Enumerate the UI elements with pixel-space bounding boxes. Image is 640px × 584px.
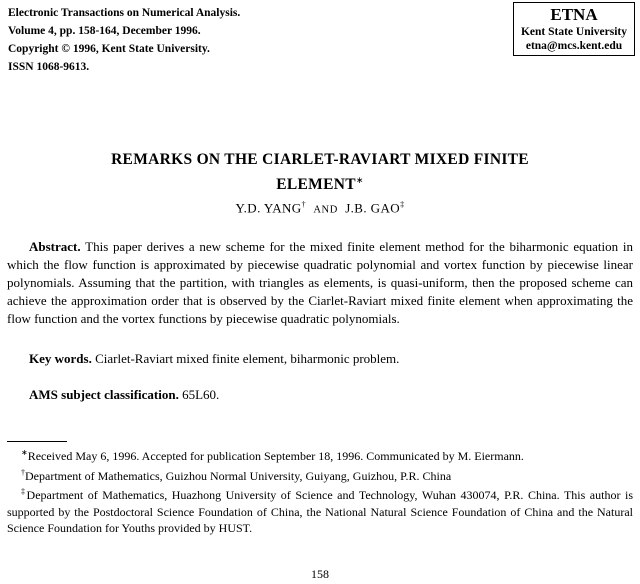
footnote-affiliation-2 bbox=[7, 484, 633, 537]
journal-issn: ISSN 1068-9613. bbox=[8, 61, 90, 73]
author-1: Y.D. YANG bbox=[235, 200, 302, 216]
footnote-mark: ∗ bbox=[21, 448, 28, 457]
authors bbox=[0, 200, 640, 216]
paper-title bbox=[40, 150, 600, 195]
footnote-mark: ‡ bbox=[21, 487, 27, 496]
journal-copyright: Copyright © 1996, Kent State University. bbox=[8, 43, 210, 55]
author-2: J.B. GAO bbox=[345, 200, 401, 216]
author-2-mark[interactable]: ‡ bbox=[400, 200, 405, 209]
paper-title-line1: REMARKS ON THE CIARLET-RAVIART MIXED FINITE bbox=[111, 151, 529, 168]
etna-box bbox=[513, 2, 635, 56]
keywords bbox=[29, 351, 399, 367]
ams-classification bbox=[29, 387, 219, 403]
footnote-mark: † bbox=[21, 467, 25, 477]
journal-volume: Volume 4, pp. 158-164, December 1996. bbox=[8, 25, 201, 37]
footnote-text: Department of Mathematics, Guizhou Normal University, Guiyang, Guizhou, P.R. China bbox=[25, 468, 452, 483]
journal-header bbox=[8, 4, 240, 76]
footnote-text: Received May 6, 1996. Accepted for publication September 18, 1996. Communicated by M. Eiermann. bbox=[27, 449, 524, 463]
abstract-text: This paper derives a new scheme for the mixed finite element method for the biharmonic equation in which the flow function is approximated by piecewise quadratic polynomial and vortex function by piecewise linear polynomials. Assuming that the partition, with triangles as elements, is quasi-uniform, then the proposed scheme can achieve the approximation order that is observed by the Ciarlet-Raviart mixed finite element when approximating the flow function and the vortex functions by piecewise quadratic polynomials. bbox=[7, 239, 633, 326]
ams-label: AMS subject classification. bbox=[29, 387, 179, 402]
footnotes bbox=[7, 445, 633, 537]
footnote-affiliation-1 bbox=[7, 465, 633, 485]
footnote-divider bbox=[7, 441, 67, 442]
etna-title: ETNA bbox=[550, 5, 598, 24]
abstract bbox=[7, 238, 633, 328]
author-1-mark[interactable]: † bbox=[301, 200, 307, 209]
footnote-text: Department of Mathematics, Huazhong University of Science and Technology, Wuhan 430074, P.R. China. This author is supported by the Postdoctoral Science Foundation of China, the National Natural Science Foundation of China and the Natural Science Foundation for Youths provided by HUST. bbox=[7, 488, 634, 535]
and-word: AND bbox=[313, 204, 338, 216]
footnote-received bbox=[7, 445, 633, 465]
page-number: 158 bbox=[311, 567, 329, 581]
keywords-label: Key words. bbox=[29, 351, 92, 366]
abstract-label: Abstract. bbox=[29, 239, 81, 254]
keywords-text: Ciarlet-Raviart mixed finite element, biharmonic problem. bbox=[95, 351, 400, 366]
ams-text: 65L60. bbox=[182, 387, 220, 402]
title-footnote-mark[interactable]: ∗ bbox=[355, 175, 364, 185]
etna-university: Kent State University bbox=[520, 26, 628, 38]
paper-title-line2: ELEMENT bbox=[276, 176, 356, 194]
etna-email[interactable]: etna@mcs.kent.edu bbox=[525, 40, 623, 52]
journal-name: Electronic Transactions on Numerical Analysis. bbox=[8, 7, 241, 19]
